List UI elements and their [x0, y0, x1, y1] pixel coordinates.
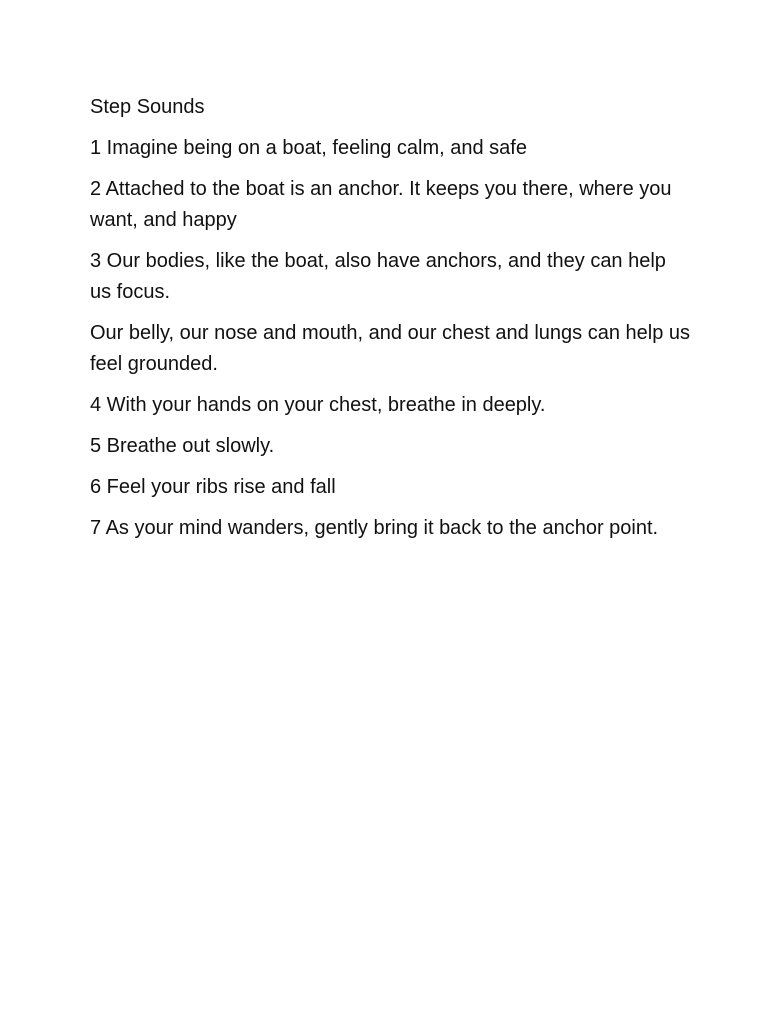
step-1-paragraph: 1 Imagine being on a boat, feeling calm, and safe [90, 137, 527, 159]
document-body [90, 92, 690, 554]
grounding-paragraph: Our belly, our nose and mouth, and our chest and lungs can help us feel grounded. [90, 322, 691, 375]
step-5-paragraph: 5 Breathe out slowly. [90, 435, 275, 457]
step-7-paragraph: 7 As your mind wanders, gently bring it back to the anchor point. [90, 517, 659, 539]
step-4-paragraph: 4 With your hands on your chest, breathe in deeply. [90, 394, 546, 416]
step-2-paragraph: 2 Attached to the boat is an anchor. It keeps you there, where you want, and happy [90, 178, 672, 231]
step-6-paragraph: 6 Feel your ribs rise and fall [90, 476, 336, 498]
document-title: Step Sounds [90, 96, 205, 118]
step-3-paragraph: 3 Our bodies, like the boat, also have anchors, and they can help us focus. [90, 250, 666, 303]
